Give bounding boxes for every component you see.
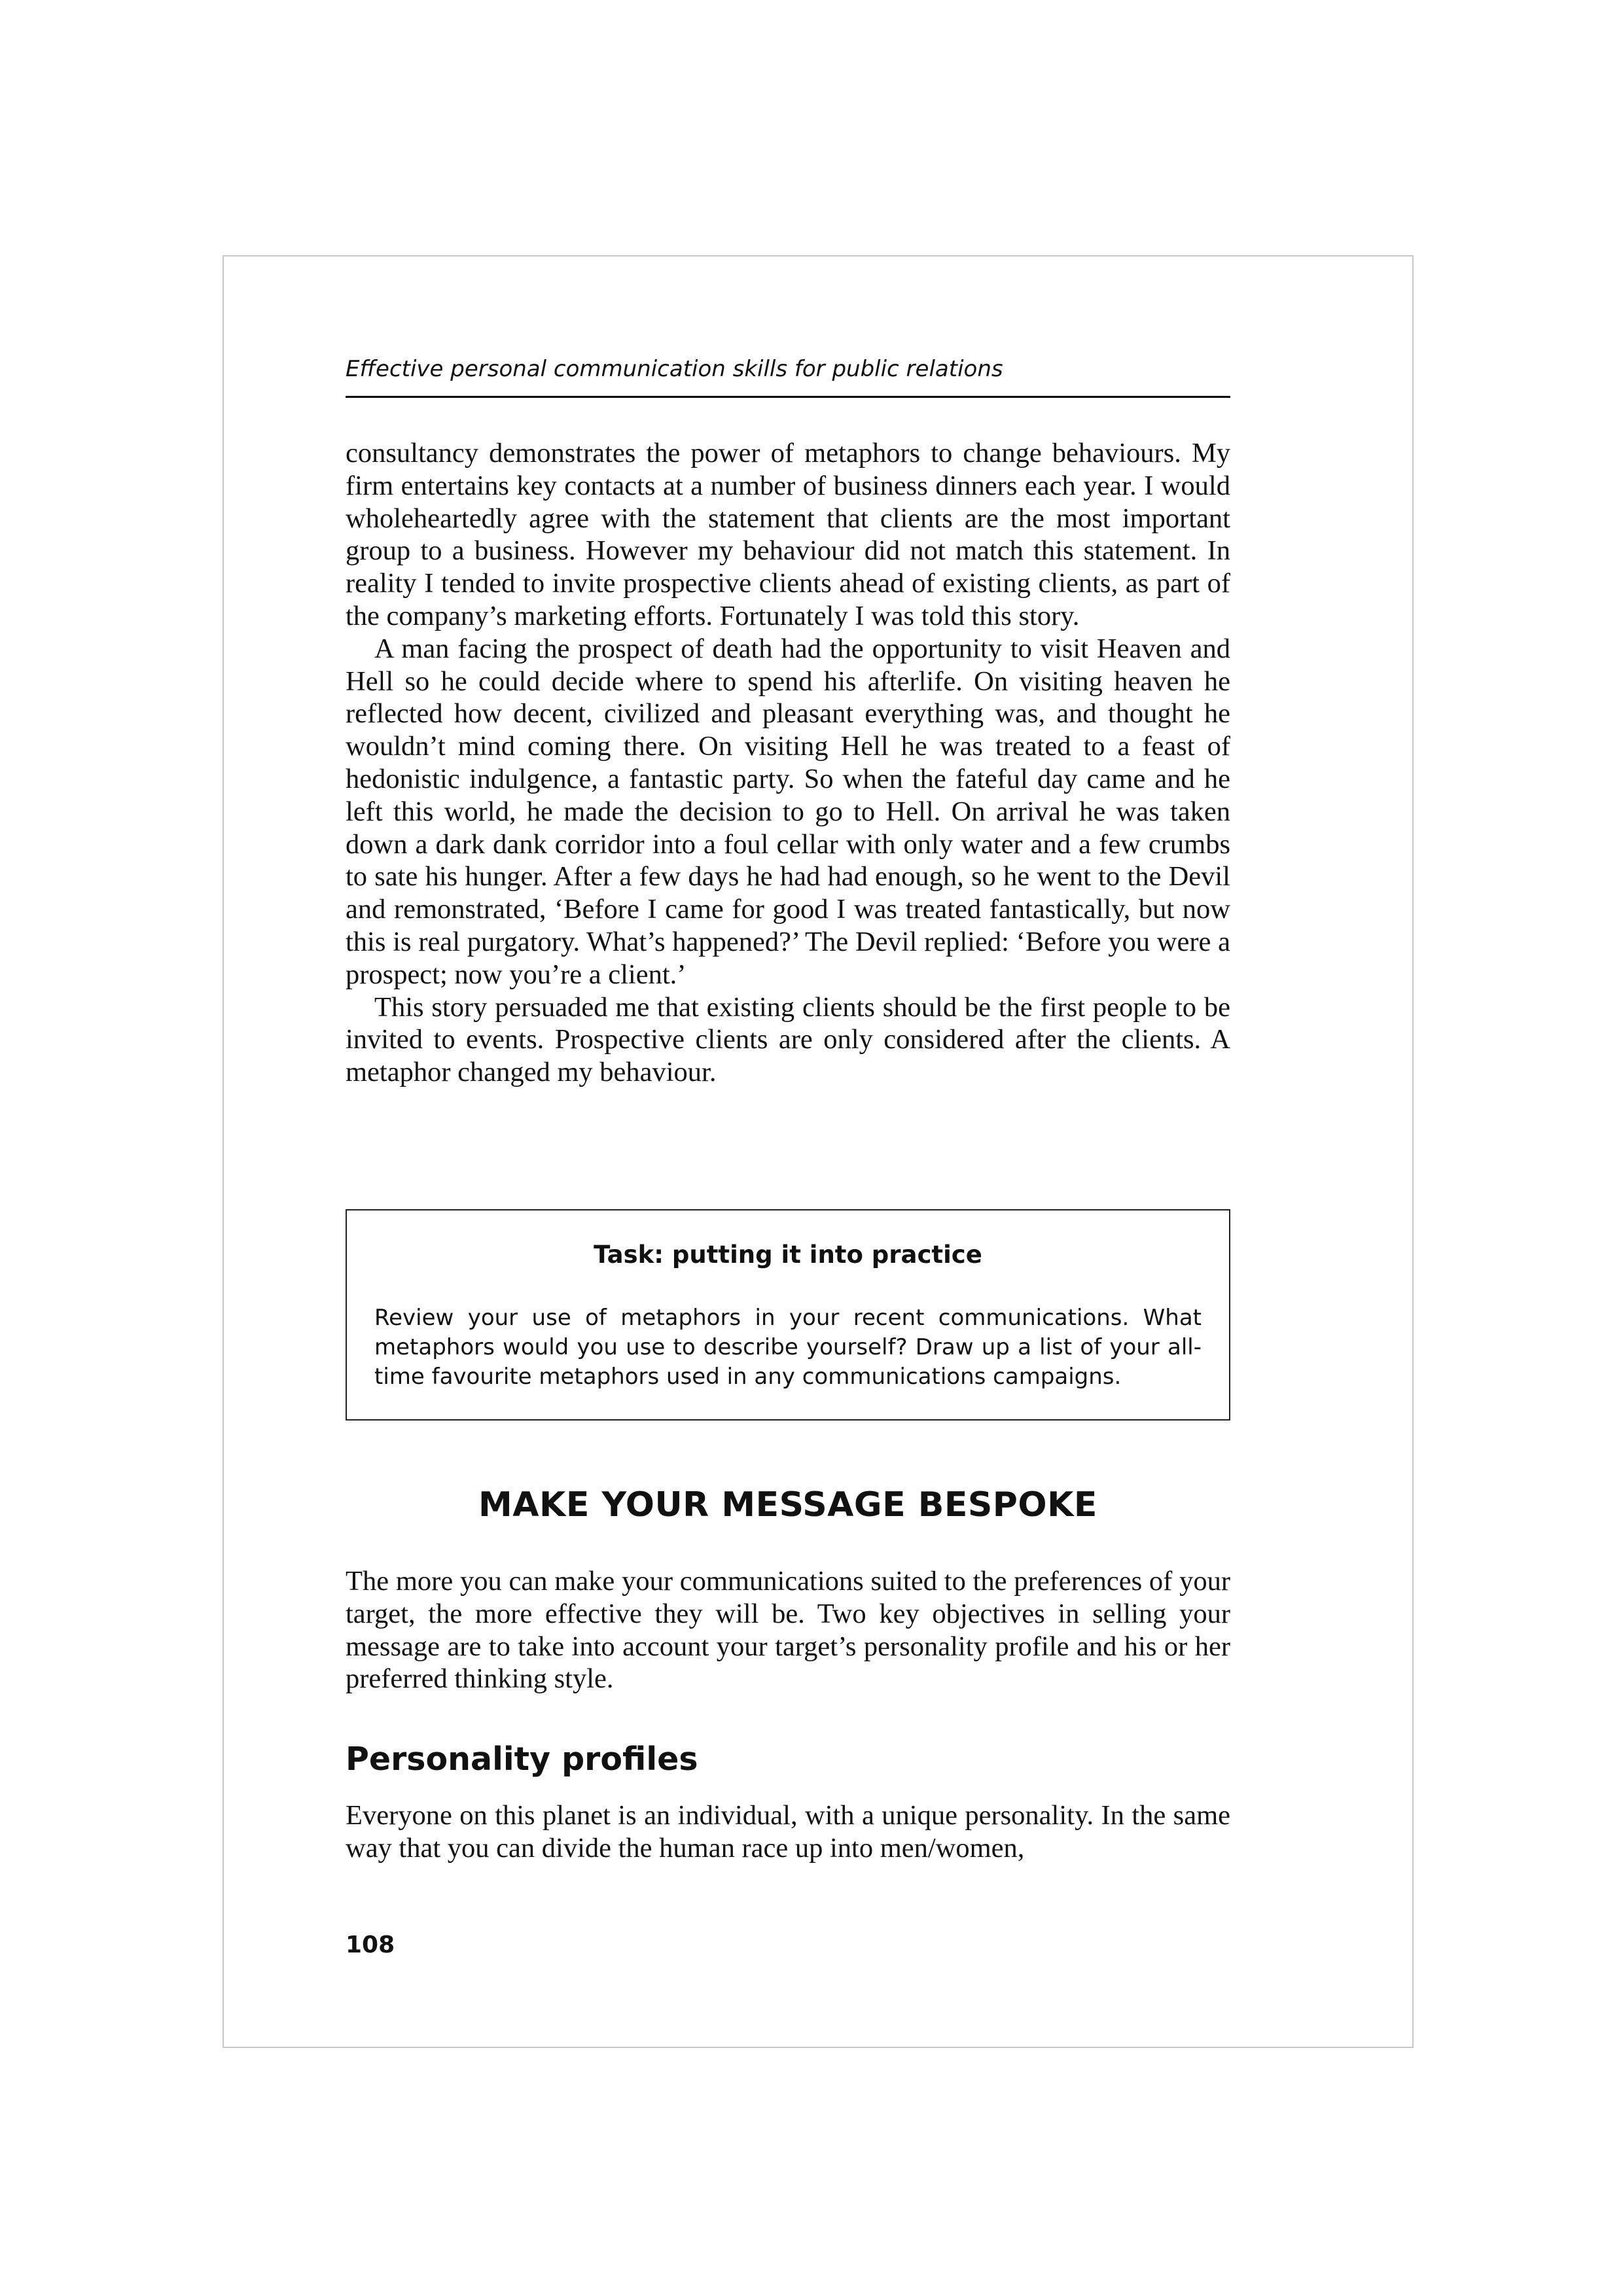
section-heading: MAKE YOUR MESSAGE BESPOKE <box>478 1485 1097 1525</box>
task-box <box>346 1209 1230 1421</box>
intro-text <box>346 437 1230 1089</box>
subheading: Personality profiles <box>346 1740 698 1778</box>
page-number: 108 <box>346 1932 395 1958</box>
running-head: Effective personal communication skills for public relations <box>346 352 1230 398</box>
paragraph: consultancy demonstrates the power of metaphors to change behaviours. My firm entertains key contacts at a number of business dinners each year. I would wholeheartedly agree with the statement that clients are the most important group to a business. However my behaviour did not match this statement. In reality I tended to invite prospective clients ahead of existing clients, as part of the company’s marketing efforts. Fortunately I was told this story. <box>346 438 1230 631</box>
paragraph: The more you can make your communications suited to the preferences of your target, the more effective they will be. Two key objectives in selling your message are to take into account your target’s personality profile and his or her preferred thinking style. <box>346 1566 1230 1695</box>
section-text <box>346 1565 1230 1695</box>
paragraph: Everyone on this planet is an individual, with a unique personality. In the same way that you can divide the human race up into men/women, <box>346 1800 1230 1863</box>
paragraph: This story persuaded me that existing clients should be the first people to be invited to events. Prospective clients are only considered after the clients. A metaphor changed my behaviour. <box>346 991 1230 1088</box>
task-title: Task: putting it into practice <box>594 1241 982 1269</box>
subsection-text <box>346 1799 1230 1865</box>
paragraph: A man facing the prospect of death had the opportunity to visit Heaven and Hell so he could decide where to spend his afterlife. On visiting heaven he reflected how decent, civilized and pleasant everything was, and thought he wouldn’t mind coming there. On visiting Hell he was treated to a feast of hedonistic indulgence, a fantastic party. So when the fateful day came and he left this world, he made the decision to go to Hell. On arrival he was taken down a dark dank corridor into a foul cellar with only water and a few crumbs to sate his hunger. After a few days he had had enough, so he went to the Devil and remonstrated, ‘Before I came for good I was treated fantastically, but now this is real purgatory. What’s happened?’ The Devil replied: ‘Before you were a prospect; now you’re a client.’ <box>346 633 1230 990</box>
task-body: Review your use of metaphors in your recent communications. What metaphors would you use to describe yourself? Draw up a list of your all-time favourite metaphors used in any communications campaigns. <box>374 1305 1202 1390</box>
